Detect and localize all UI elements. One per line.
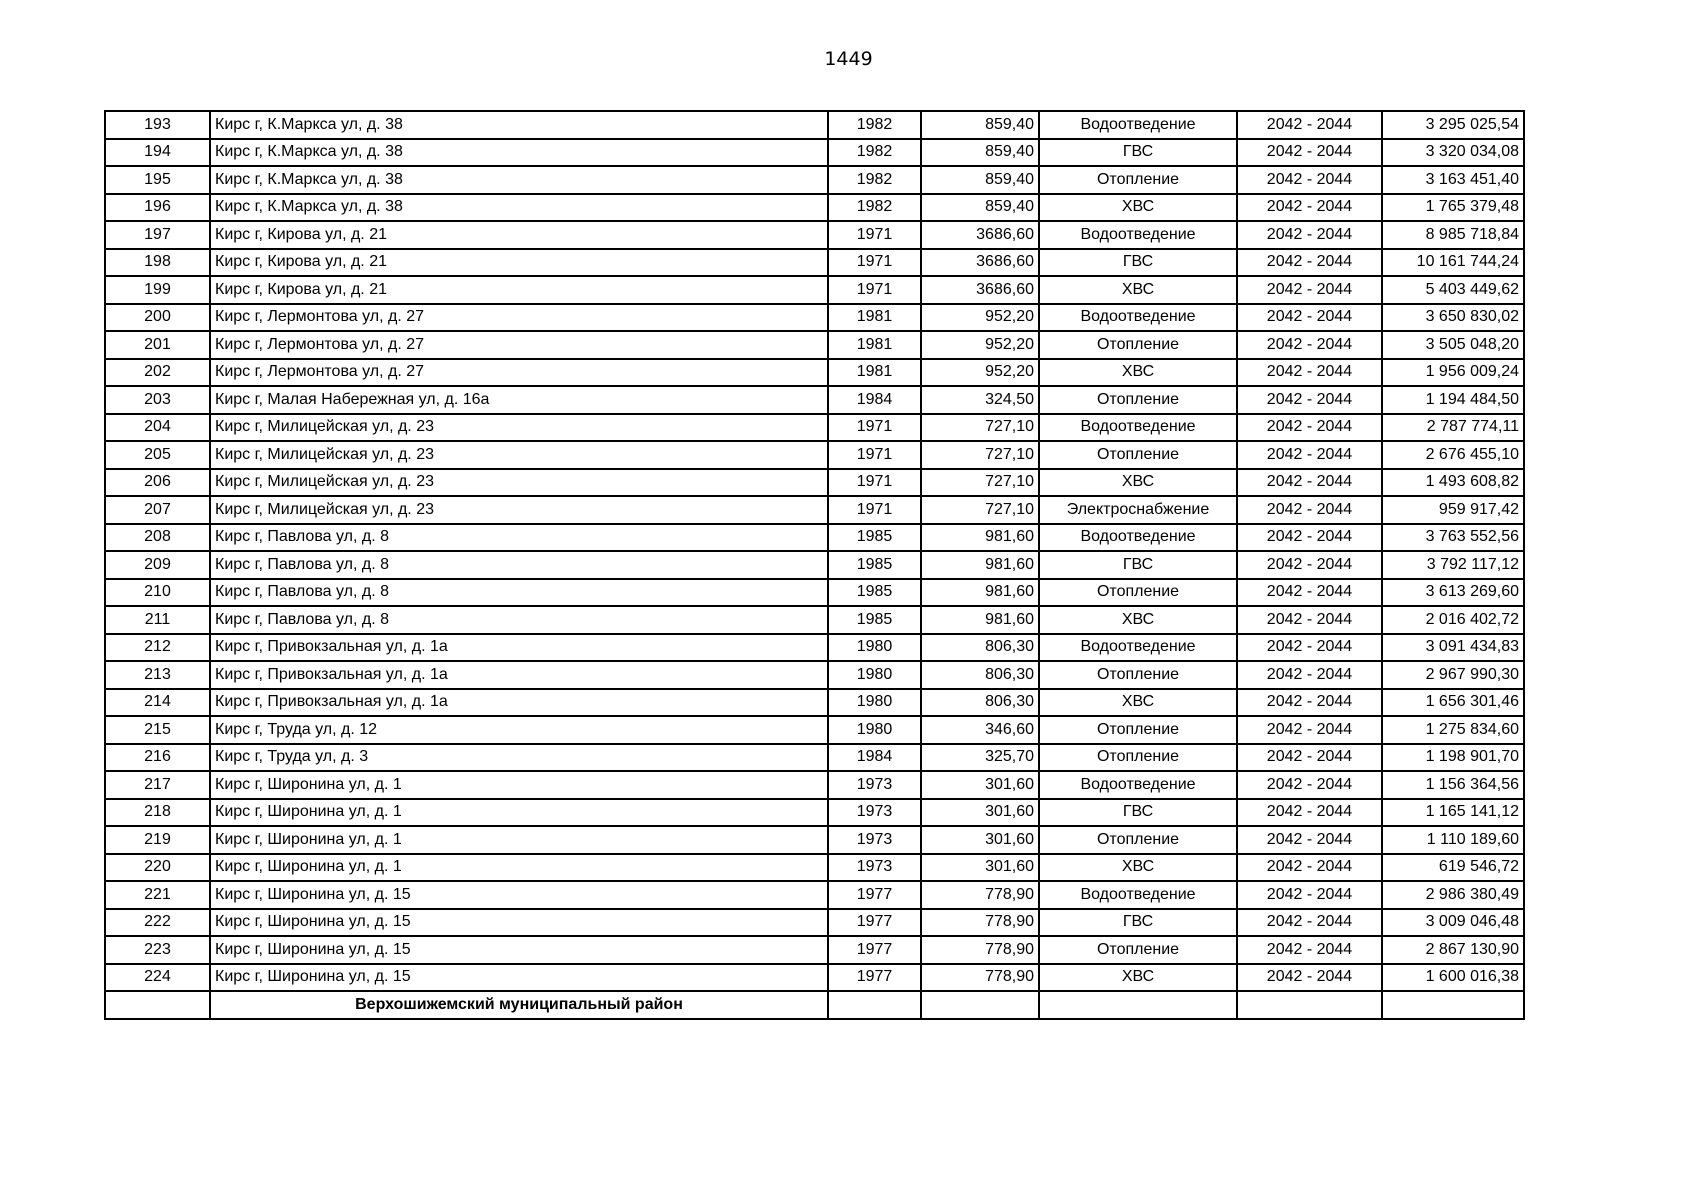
address-cell: Кирс г, Милицейская ул, д. 23: [210, 496, 828, 524]
row-number-cell: 217: [105, 771, 210, 799]
address-cell: Кирс г, Привокзальная ул, д. 1а: [210, 689, 828, 717]
cost-cell: 3 792 117,12: [1382, 551, 1524, 579]
address-cell: Кирс г, Лермонтова ул, д. 27: [210, 331, 828, 359]
cost-cell: 3 009 046,48: [1382, 909, 1524, 937]
table-row: [105, 716, 1524, 744]
table-row: [105, 111, 1524, 139]
cost-cell: 3 613 269,60: [1382, 579, 1524, 607]
year-cell: 1971: [828, 249, 921, 277]
row-number-cell: 209: [105, 551, 210, 579]
area-cell: 806,30: [921, 634, 1039, 662]
address-cell: Кирс г, Лермонтова ул, д. 27: [210, 304, 828, 332]
area-cell: 981,60: [921, 606, 1039, 634]
row-number-cell: 214: [105, 689, 210, 717]
row-number-cell: 200: [105, 304, 210, 332]
work-type-cell: Водоотведение: [1039, 414, 1237, 442]
work-type-cell: Отопление: [1039, 936, 1237, 964]
year-cell: 1985: [828, 524, 921, 552]
year-cell: 1985: [828, 579, 921, 607]
table-row: [105, 166, 1524, 194]
period-cell: 2042 - 2044: [1237, 414, 1382, 442]
area-cell: 778,90: [921, 881, 1039, 909]
work-type-cell: ХВС: [1039, 854, 1237, 882]
area-cell: 3686,60: [921, 249, 1039, 277]
row-number-cell: 221: [105, 881, 210, 909]
table-row: [105, 524, 1524, 552]
year-cell: 1982: [828, 111, 921, 139]
cost-cell: 5 403 449,62: [1382, 276, 1524, 304]
year-cell: 1982: [828, 194, 921, 222]
cost-cell: 1 156 364,56: [1382, 771, 1524, 799]
address-cell: Кирс г, К.Маркса ул, д. 38: [210, 166, 828, 194]
table-row: [105, 799, 1524, 827]
district-empty-cell: [1237, 991, 1382, 1019]
work-type-cell: Отопление: [1039, 166, 1237, 194]
table-row: [105, 689, 1524, 717]
table-row: [105, 359, 1524, 387]
repair-schedule-table: [104, 110, 1525, 1020]
address-cell: Кирс г, Труда ул, д. 3: [210, 744, 828, 772]
cost-cell: 619 546,72: [1382, 854, 1524, 882]
year-cell: 1977: [828, 909, 921, 937]
row-number-cell: 198: [105, 249, 210, 277]
area-cell: 981,60: [921, 579, 1039, 607]
address-cell: Кирс г, Широнина ул, д. 15: [210, 909, 828, 937]
table-body: [105, 111, 1524, 1019]
work-type-cell: ХВС: [1039, 689, 1237, 717]
district-label: Верхошижемский муниципальный район: [210, 991, 828, 1019]
area-cell: 727,10: [921, 469, 1039, 497]
table-row: [105, 441, 1524, 469]
area-cell: 859,40: [921, 139, 1039, 167]
area-cell: 301,60: [921, 854, 1039, 882]
year-cell: 1973: [828, 771, 921, 799]
period-cell: 2042 - 2044: [1237, 524, 1382, 552]
year-cell: 1977: [828, 881, 921, 909]
row-number-cell: 223: [105, 936, 210, 964]
period-cell: 2042 - 2044: [1237, 716, 1382, 744]
year-cell: 1971: [828, 496, 921, 524]
cost-cell: 1 275 834,60: [1382, 716, 1524, 744]
address-cell: Кирс г, Привокзальная ул, д. 1а: [210, 661, 828, 689]
row-number-cell: 222: [105, 909, 210, 937]
address-cell: Кирс г, Милицейская ул, д. 23: [210, 414, 828, 442]
work-type-cell: ХВС: [1039, 606, 1237, 634]
period-cell: 2042 - 2044: [1237, 826, 1382, 854]
table-row: [105, 579, 1524, 607]
period-cell: 2042 - 2044: [1237, 964, 1382, 992]
cost-cell: 1 110 189,60: [1382, 826, 1524, 854]
area-cell: 301,60: [921, 771, 1039, 799]
cost-cell: 2 676 455,10: [1382, 441, 1524, 469]
table-row: [105, 634, 1524, 662]
year-cell: 1977: [828, 964, 921, 992]
area-cell: 3686,60: [921, 276, 1039, 304]
address-cell: Кирс г, Павлова ул, д. 8: [210, 606, 828, 634]
cost-cell: 3 505 048,20: [1382, 331, 1524, 359]
year-cell: 1980: [828, 634, 921, 662]
work-type-cell: Водоотведение: [1039, 304, 1237, 332]
table-row: [105, 386, 1524, 414]
year-cell: 1973: [828, 799, 921, 827]
table-row: [105, 469, 1524, 497]
period-cell: 2042 - 2044: [1237, 496, 1382, 524]
cost-cell: 1 600 016,38: [1382, 964, 1524, 992]
year-cell: 1984: [828, 744, 921, 772]
period-cell: 2042 - 2044: [1237, 881, 1382, 909]
area-cell: 778,90: [921, 936, 1039, 964]
area-cell: 952,20: [921, 359, 1039, 387]
address-cell: Кирс г, Труда ул, д. 12: [210, 716, 828, 744]
area-cell: 727,10: [921, 414, 1039, 442]
period-cell: 2042 - 2044: [1237, 386, 1382, 414]
cost-cell: 1 198 901,70: [1382, 744, 1524, 772]
period-cell: 2042 - 2044: [1237, 799, 1382, 827]
cost-cell: 959 917,42: [1382, 496, 1524, 524]
cost-cell: 2 016 402,72: [1382, 606, 1524, 634]
address-cell: Кирс г, Павлова ул, д. 8: [210, 551, 828, 579]
row-number-cell: 201: [105, 331, 210, 359]
cost-cell: 1 165 141,12: [1382, 799, 1524, 827]
row-number-cell: 216: [105, 744, 210, 772]
period-cell: 2042 - 2044: [1237, 606, 1382, 634]
cost-cell: 2 967 990,30: [1382, 661, 1524, 689]
row-number-cell: 204: [105, 414, 210, 442]
area-cell: 981,60: [921, 524, 1039, 552]
work-type-cell: Отопление: [1039, 716, 1237, 744]
row-number-cell: 194: [105, 139, 210, 167]
cost-cell: 1 493 608,82: [1382, 469, 1524, 497]
table-row: [105, 496, 1524, 524]
row-number-cell: 224: [105, 964, 210, 992]
cost-cell: 1 765 379,48: [1382, 194, 1524, 222]
row-number-cell: 212: [105, 634, 210, 662]
cost-cell: 3 295 025,54: [1382, 111, 1524, 139]
period-cell: 2042 - 2044: [1237, 249, 1382, 277]
work-type-cell: Водоотведение: [1039, 221, 1237, 249]
area-cell: 301,60: [921, 799, 1039, 827]
work-type-cell: ГВС: [1039, 551, 1237, 579]
table-row: [105, 606, 1524, 634]
address-cell: Кирс г, Лермонтова ул, д. 27: [210, 359, 828, 387]
period-cell: 2042 - 2044: [1237, 661, 1382, 689]
row-number-cell: 197: [105, 221, 210, 249]
year-cell: 1973: [828, 826, 921, 854]
address-cell: Кирс г, К.Маркса ул, д. 38: [210, 111, 828, 139]
address-cell: Кирс г, Широнина ул, д. 1: [210, 826, 828, 854]
address-cell: Кирс г, Павлова ул, д. 8: [210, 524, 828, 552]
work-type-cell: ХВС: [1039, 469, 1237, 497]
row-number-cell: 219: [105, 826, 210, 854]
row-number-cell: 203: [105, 386, 210, 414]
cost-cell: 1 656 301,46: [1382, 689, 1524, 717]
work-type-cell: ГВС: [1039, 249, 1237, 277]
table-row: [105, 936, 1524, 964]
district-row: [105, 991, 1524, 1019]
period-cell: 2042 - 2044: [1237, 579, 1382, 607]
cost-cell: 3 163 451,40: [1382, 166, 1524, 194]
period-cell: 2042 - 2044: [1237, 139, 1382, 167]
area-cell: 346,60: [921, 716, 1039, 744]
row-number-cell: 213: [105, 661, 210, 689]
year-cell: 1985: [828, 606, 921, 634]
work-type-cell: ГВС: [1039, 799, 1237, 827]
year-cell: 1980: [828, 661, 921, 689]
year-cell: 1981: [828, 359, 921, 387]
period-cell: 2042 - 2044: [1237, 166, 1382, 194]
period-cell: 2042 - 2044: [1237, 331, 1382, 359]
period-cell: 2042 - 2044: [1237, 111, 1382, 139]
work-type-cell: Отопление: [1039, 331, 1237, 359]
year-cell: 1984: [828, 386, 921, 414]
row-number-cell: 207: [105, 496, 210, 524]
table-row: [105, 249, 1524, 277]
work-type-cell: Водоотведение: [1039, 111, 1237, 139]
year-cell: 1971: [828, 469, 921, 497]
district-empty-cell: [1382, 991, 1524, 1019]
table-row: [105, 744, 1524, 772]
row-number-cell: 205: [105, 441, 210, 469]
table-row: [105, 771, 1524, 799]
period-cell: 2042 - 2044: [1237, 441, 1382, 469]
row-number-cell: 202: [105, 359, 210, 387]
year-cell: 1981: [828, 331, 921, 359]
period-cell: 2042 - 2044: [1237, 854, 1382, 882]
work-type-cell: Водоотведение: [1039, 634, 1237, 662]
cost-cell: 3 650 830,02: [1382, 304, 1524, 332]
period-cell: 2042 - 2044: [1237, 936, 1382, 964]
area-cell: 806,30: [921, 689, 1039, 717]
address-cell: Кирс г, Кирова ул, д. 21: [210, 221, 828, 249]
cost-cell: 1 194 484,50: [1382, 386, 1524, 414]
table-row: [105, 414, 1524, 442]
table-row: [105, 854, 1524, 882]
period-cell: 2042 - 2044: [1237, 469, 1382, 497]
row-number-cell: 195: [105, 166, 210, 194]
row-number-cell: 211: [105, 606, 210, 634]
period-cell: 2042 - 2044: [1237, 744, 1382, 772]
work-type-cell: Водоотведение: [1039, 771, 1237, 799]
address-cell: Кирс г, К.Маркса ул, д. 38: [210, 139, 828, 167]
year-cell: 1977: [828, 936, 921, 964]
year-cell: 1980: [828, 716, 921, 744]
address-cell: Кирс г, Кирова ул, д. 21: [210, 276, 828, 304]
row-number-cell: 193: [105, 111, 210, 139]
period-cell: 2042 - 2044: [1237, 221, 1382, 249]
work-type-cell: ГВС: [1039, 909, 1237, 937]
address-cell: Кирс г, Милицейская ул, д. 23: [210, 469, 828, 497]
work-type-cell: Водоотведение: [1039, 881, 1237, 909]
address-cell: Кирс г, Широнина ул, д. 1: [210, 799, 828, 827]
district-empty-cell: [921, 991, 1039, 1019]
row-number-cell: 208: [105, 524, 210, 552]
address-cell: Кирс г, Павлова ул, д. 8: [210, 579, 828, 607]
period-cell: 2042 - 2044: [1237, 909, 1382, 937]
area-cell: 859,40: [921, 166, 1039, 194]
district-empty-cell: [1039, 991, 1237, 1019]
cost-cell: 2 867 130,90: [1382, 936, 1524, 964]
year-cell: 1971: [828, 414, 921, 442]
table-row: [105, 964, 1524, 992]
table-row: [105, 551, 1524, 579]
table-row: [105, 194, 1524, 222]
area-cell: 727,10: [921, 496, 1039, 524]
work-type-cell: ХВС: [1039, 276, 1237, 304]
period-cell: 2042 - 2044: [1237, 304, 1382, 332]
work-type-cell: ХВС: [1039, 964, 1237, 992]
table-row: [105, 331, 1524, 359]
work-type-cell: Отопление: [1039, 579, 1237, 607]
year-cell: 1980: [828, 689, 921, 717]
table-row: [105, 221, 1524, 249]
period-cell: 2042 - 2044: [1237, 634, 1382, 662]
table-row: [105, 139, 1524, 167]
address-cell: Кирс г, Широнина ул, д. 1: [210, 771, 828, 799]
cost-cell: 3 763 552,56: [1382, 524, 1524, 552]
area-cell: 301,60: [921, 826, 1039, 854]
period-cell: 2042 - 2044: [1237, 771, 1382, 799]
district-empty-cell: [105, 991, 210, 1019]
address-cell: Кирс г, Широнина ул, д. 15: [210, 936, 828, 964]
year-cell: 1973: [828, 854, 921, 882]
table-row: [105, 304, 1524, 332]
period-cell: 2042 - 2044: [1237, 689, 1382, 717]
page-number: 1449: [824, 48, 873, 70]
work-type-cell: ХВС: [1039, 194, 1237, 222]
table-row: [105, 881, 1524, 909]
work-type-cell: Водоотведение: [1039, 524, 1237, 552]
address-cell: Кирс г, Кирова ул, д. 21: [210, 249, 828, 277]
period-cell: 2042 - 2044: [1237, 276, 1382, 304]
table-row: [105, 826, 1524, 854]
district-empty-cell: [828, 991, 921, 1019]
work-type-cell: Отопление: [1039, 744, 1237, 772]
cost-cell: 3 091 434,83: [1382, 634, 1524, 662]
work-type-cell: ГВС: [1039, 139, 1237, 167]
area-cell: 806,30: [921, 661, 1039, 689]
area-cell: 324,50: [921, 386, 1039, 414]
area-cell: 3686,60: [921, 221, 1039, 249]
work-type-cell: Отопление: [1039, 441, 1237, 469]
cost-cell: 2 986 380,49: [1382, 881, 1524, 909]
year-cell: 1985: [828, 551, 921, 579]
year-cell: 1982: [828, 139, 921, 167]
year-cell: 1982: [828, 166, 921, 194]
year-cell: 1971: [828, 441, 921, 469]
area-cell: 778,90: [921, 964, 1039, 992]
work-type-cell: ХВС: [1039, 359, 1237, 387]
table-row: [105, 276, 1524, 304]
row-number-cell: 199: [105, 276, 210, 304]
work-type-cell: Электроснабжение: [1039, 496, 1237, 524]
row-number-cell: 218: [105, 799, 210, 827]
address-cell: Кирс г, Широнина ул, д. 15: [210, 881, 828, 909]
area-cell: 981,60: [921, 551, 1039, 579]
area-cell: 952,20: [921, 304, 1039, 332]
address-cell: Кирс г, Милицейская ул, д. 23: [210, 441, 828, 469]
year-cell: 1971: [828, 276, 921, 304]
cost-cell: 8 985 718,84: [1382, 221, 1524, 249]
cost-cell: 1 956 009,24: [1382, 359, 1524, 387]
period-cell: 2042 - 2044: [1237, 194, 1382, 222]
work-type-cell: Отопление: [1039, 661, 1237, 689]
address-cell: Кирс г, Широнина ул, д. 15: [210, 964, 828, 992]
area-cell: 778,90: [921, 909, 1039, 937]
area-cell: 727,10: [921, 441, 1039, 469]
year-cell: 1981: [828, 304, 921, 332]
area-cell: 952,20: [921, 331, 1039, 359]
work-type-cell: Отопление: [1039, 386, 1237, 414]
area-cell: 859,40: [921, 194, 1039, 222]
area-cell: 325,70: [921, 744, 1039, 772]
row-number-cell: 210: [105, 579, 210, 607]
row-number-cell: 215: [105, 716, 210, 744]
year-cell: 1971: [828, 221, 921, 249]
cost-cell: 3 320 034,08: [1382, 139, 1524, 167]
table-row: [105, 909, 1524, 937]
area-cell: 859,40: [921, 111, 1039, 139]
period-cell: 2042 - 2044: [1237, 551, 1382, 579]
period-cell: 2042 - 2044: [1237, 359, 1382, 387]
address-cell: Кирс г, К.Маркса ул, д. 38: [210, 194, 828, 222]
address-cell: Кирс г, Широнина ул, д. 1: [210, 854, 828, 882]
table-row: [105, 661, 1524, 689]
cost-cell: 2 787 774,11: [1382, 414, 1524, 442]
address-cell: Кирс г, Малая Набережная ул, д. 16а: [210, 386, 828, 414]
row-number-cell: 196: [105, 194, 210, 222]
row-number-cell: 220: [105, 854, 210, 882]
row-number-cell: 206: [105, 469, 210, 497]
work-type-cell: Отопление: [1039, 826, 1237, 854]
address-cell: Кирс г, Привокзальная ул, д. 1а: [210, 634, 828, 662]
cost-cell: 10 161 744,24: [1382, 249, 1524, 277]
